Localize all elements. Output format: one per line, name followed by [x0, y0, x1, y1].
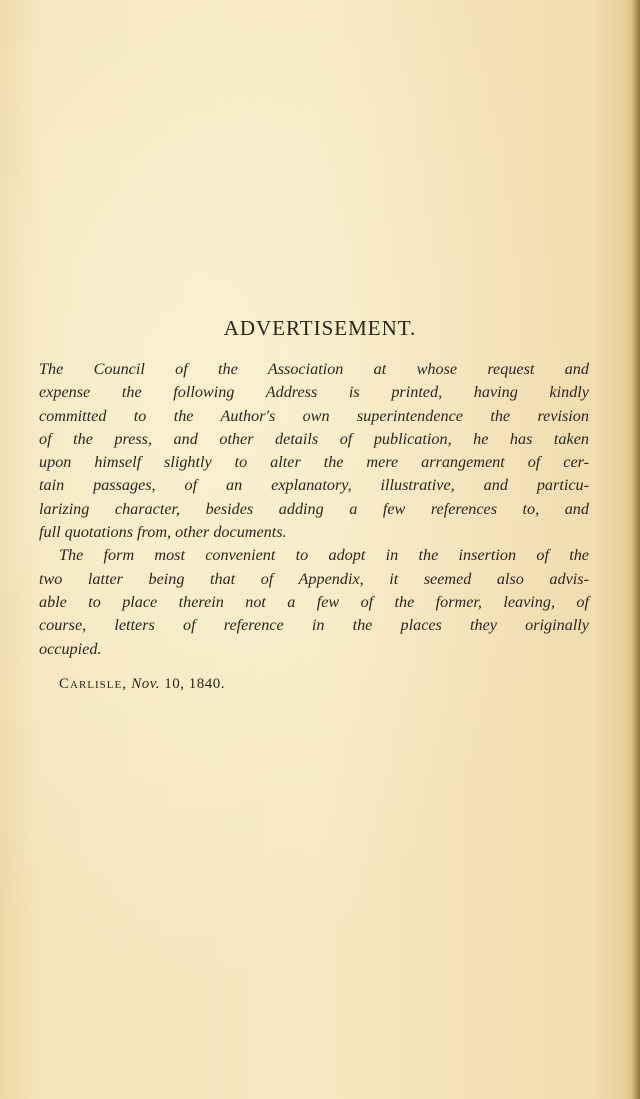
text-line: tain passages, of an explanatory, illustrative, and particu- [39, 476, 589, 495]
text-line: course, letters of reference in the places they originally [39, 616, 589, 635]
text-line: larizing character, besides adding a few references to, and [39, 499, 589, 518]
text-line: upon himself slightly to alter the mere arrangement of cer- [39, 453, 589, 472]
signoff-date: 10, 1840. [164, 676, 226, 692]
paragraph-2 [39, 544, 589, 660]
signoff-month: Nov. [131, 676, 161, 692]
text-line: full quotations from, other documents. [39, 523, 287, 542]
text-line: of the press, and other details of publication, he has taken [39, 429, 589, 448]
text-line: The form most convenient to adopt in the insertion of the [59, 546, 589, 565]
page-edge-shadow [632, 0, 640, 1099]
text-line: The Council of the Association at whose request and [39, 360, 589, 378]
text-line: able to place therein not a few of the former, leaving, of [39, 592, 589, 611]
page-title: ADVERTISEMENT. [223, 316, 417, 340]
signoff-place: Carlisle, [59, 676, 127, 692]
text-line: occupied. [39, 639, 102, 658]
advertisement-body [39, 358, 589, 661]
text-line: committed to the Author's own superintendence the revision [39, 406, 589, 425]
text-line: two latter being that of Appendix, it seemed also advis- [39, 569, 589, 588]
text-line: expense the following Address is printed, having kindly [39, 383, 589, 402]
signoff [59, 676, 225, 693]
paragraph-1 [39, 358, 589, 544]
